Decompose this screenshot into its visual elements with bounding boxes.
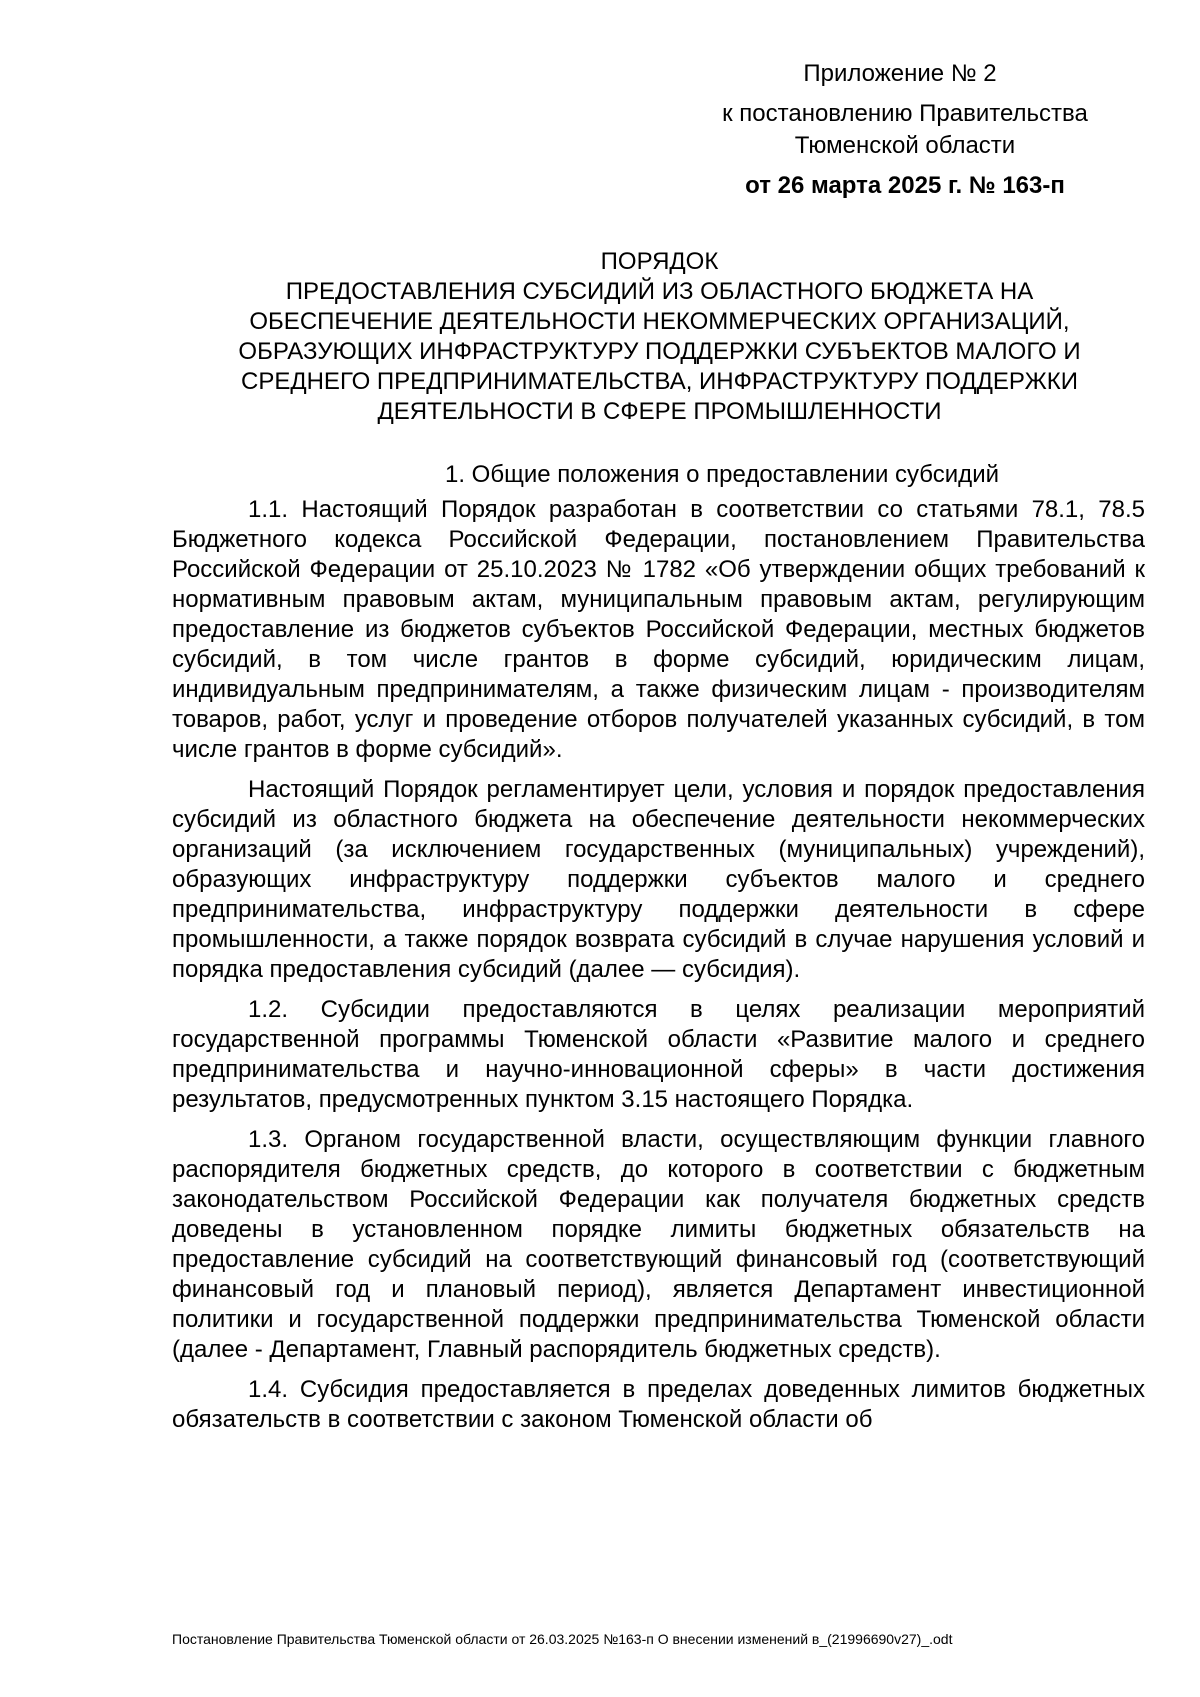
paragraph-1-4: 1.4. Субсидия предоставляется в пределах доведенных лимитов бюджетных обязательств в соответствии с законом Тюменской области об xyxy=(172,1376,1145,1433)
annex-reference-line: к постановлению Правительства xyxy=(722,100,1088,127)
title-line: ОБЕСПЕЧЕНИЕ ДЕЯТЕЛЬНОСТИ НЕКОММЕРЧЕСКИХ ОРГАНИЗАЦИЙ, xyxy=(249,308,1070,335)
page-footer: Постановление Правительства Тюменской области от 26.03.2025 №163-п О внесении изменений в_(21996690v27)_.odt xyxy=(172,1631,953,1647)
annex-title: Приложение № 2 xyxy=(803,60,997,87)
annex-reference xyxy=(700,98,1110,162)
paragraph-1-2: 1.2. Субсидии предоставляются в целях реализации мероприятий государственной программы Тюменской области «Развитие малого и среднего предпринимательства и научно-инновационной сферы» в части достижения результатов, предусмотренных пунктом 3.15 настоящего Порядка. xyxy=(172,996,1145,1113)
section-heading: 1. Общие положения о предоставлении субсидий xyxy=(444,461,999,488)
paragraph-1-1: 1.1. Настоящий Порядок разработан в соответствии со статьями 78.1, 78.5 Бюджетного кодекса Российской Федерации, постановлением Правительства Российской Федерации от 25.10.2023 № 1782 «Об утверждении общих требований к нормативным правовым актам, муниципальным правовым актам, регулирующим предоставление из бюджетов субъектов Российской Федерации, местных бюджетов субсидий, в том числе грантов в форме субсидий, юридическим лицам, индивидуальным предпринимателям, а также физическим лицам - производителям товаров, работ, услуг и проведение отборов получателей указанных субсидий, в том числе грантов в форме субсидий». xyxy=(172,496,1145,763)
title-line: ПРЕДОСТАВЛЕНИЯ СУБСИДИЙ ИЗ ОБЛАСТНОГО БЮДЖЕТА НА xyxy=(285,278,1034,305)
annex-reference-line: Тюменской области xyxy=(794,132,1016,159)
document-title xyxy=(172,247,1147,427)
title-line: ПОРЯДОК xyxy=(600,248,719,275)
annex-date: от 26 марта 2025 г. № 163-п xyxy=(745,172,1065,199)
title-line: ОБРАЗУЮЩИХ ИНФРАСТРУКТУРУ ПОДДЕРЖКИ СУБЪЕКТОВ МАЛОГО И xyxy=(238,338,1081,365)
paragraph-1-1-continued: Настоящий Порядок регламентирует цели, условия и порядок предоставления субсидий из областного бюджета на обеспечение деятельности некоммерческих организаций (за исключением государственных (муниципальных) учреждений), образующих инфраструктуру поддержки субъектов малого и среднего предпринимательства, инфраструктуру поддержки деятельности в сфере промышленности, а также порядок возврата субсидий в случае нарушения условий и порядка предоставления субсидий (далее — субсидия). xyxy=(172,776,1145,983)
title-line: СРЕДНЕГО ПРЕДПРИНИМАТЕЛЬСТВА, ИНФРАСТРУКТУРУ ПОДДЕРЖКИ xyxy=(241,368,1078,395)
document-body xyxy=(172,495,1145,1445)
title-line: ДЕЯТЕЛЬНОСТИ В СФЕРЕ ПРОМЫШЛЕННОСТИ xyxy=(377,398,942,425)
paragraph-1-3: 1.3. Органом государственной власти, осуществляющим функции главного распорядителя бюджетных средств, до которого в соответствии с бюджетным законодательством Российской Федерации как получателя бюджетных средств доведены в установленном порядке лимиты бюджетных обязательств на предоставление субсидий на соответствующий финансовый год (соответствующий финансовый год и плановый период), является Департамент инвестиционной политики и государственной поддержки предпринимательства Тюменской области (далее - Департамент, Главный распорядитель бюджетных средств). xyxy=(172,1126,1145,1363)
